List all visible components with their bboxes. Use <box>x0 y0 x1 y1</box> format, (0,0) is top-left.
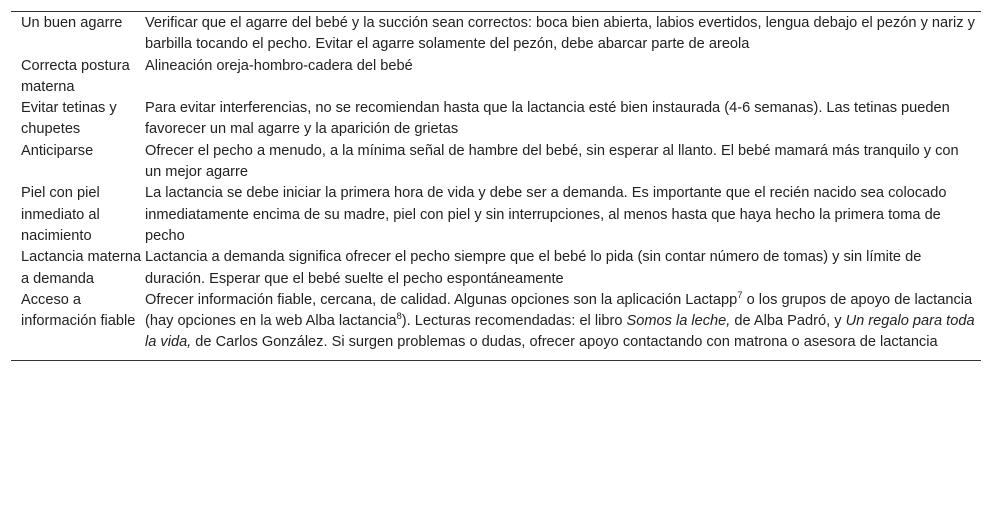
row-description <box>145 290 981 360</box>
desc-text: de Carlos González. Si surgen problemas o dudas, ofrecer apoyo contactando con matrona o asesora de lactancia <box>191 334 938 351</box>
desc-text: o los grupos de apoyo de lactancia (hay opciones en la web Alba lactancia <box>145 291 973 330</box>
table-row <box>11 290 981 360</box>
row-term: Lactancia materna a demanda <box>21 249 142 287</box>
row-term: Piel con piel inmediato al nacimiento <box>21 185 100 244</box>
table-row <box>11 141 981 184</box>
row-description: La lactancia se debe iniciar la primera hora de vida y debe ser a demanda. Es importante que el recién nacido sea colocado inmediatamente encima de su madre, piel con piel y sin interrupciones, al menos hasta que haya hecho la primera toma de pecho <box>145 185 947 244</box>
table-row <box>11 183 981 247</box>
table-row <box>11 12 981 56</box>
row-description: Para evitar interferencias, no se recomiendan hasta que la lactancia esté bien instaurada (4-6 semanas). Las tetinas pueden favorecer un mal agarre y la aparición de grietas <box>145 100 950 138</box>
table-row <box>11 247 981 290</box>
row-description: Ofrecer el pecho a menudo, a la mínima señal de hambre del bebé, sin esperar al llanto. El bebé mamará más tranquilo y con un mejor agarre <box>145 142 959 181</box>
desc-text: de Alba Padró, y <box>730 313 846 330</box>
table-row <box>11 56 981 99</box>
reference-superscript: 7 <box>737 289 743 301</box>
row-term: Acceso a información fiable <box>21 291 136 330</box>
row-description: Alineación oreja-hombro-cadera del bebé <box>145 57 413 74</box>
recommendations-table <box>11 11 981 361</box>
desc-text: Ofrecer información fiable, cercana, de calidad. Algunas opciones son la aplicación Lactapp <box>145 291 738 308</box>
desc-text: ). Lecturas recomendadas: el libro <box>401 313 627 330</box>
row-term: Evitar tetinas y chupetes <box>21 100 117 138</box>
reference-superscript: 8 <box>396 311 402 323</box>
book-title: Somos la leche, <box>626 313 731 330</box>
row-term: Correcta postura materna <box>21 57 130 95</box>
row-description: Lactancia a demanda significa ofrecer el pecho siempre que el bebé lo pida (sin contar número de tomas) y sin límite de duración. Esperar que el bebé suelte el pecho espontáneamente <box>145 249 922 287</box>
row-description: Verificar que el agarre del bebé y la succión sean correctos: boca bien abierta, labios evertidos, lengua debajo el pezón y nariz y barbilla tocando el pecho. Evitar el agarre solamente del pezón, debe abarcar parte de areola <box>145 15 975 53</box>
table-row <box>11 98 981 141</box>
row-term: Anticiparse <box>21 142 94 159</box>
book-title: Un regalo para toda la vida, <box>145 313 975 351</box>
row-term: Un buen agarre <box>21 15 123 31</box>
